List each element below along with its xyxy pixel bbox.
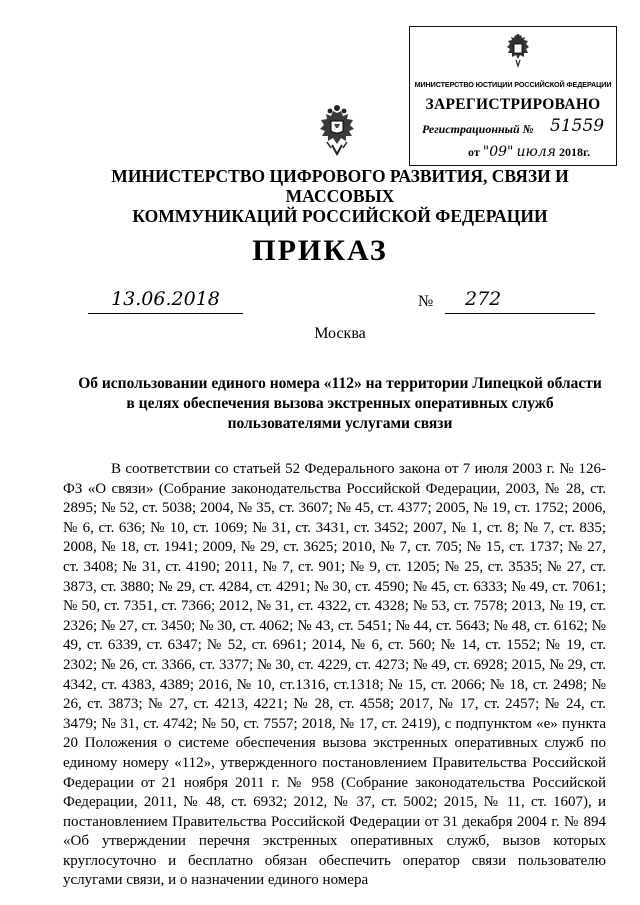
ministry-title-line2: КОММУНИКАЦИЙ РОССИЙСКОЙ ФЕДЕРАЦИИ xyxy=(132,206,548,226)
order-subject-line3: пользователями услугами связи xyxy=(227,415,453,432)
russia-coat-of-arms-icon xyxy=(504,33,532,71)
stamp-regno-label: Регистрационный № xyxy=(422,122,534,136)
stamp-date-row xyxy=(468,144,590,160)
stamp-ministry-name: МИНИСТЕРСТВО ЮСТИЦИИ РОССИЙСКОЙ ФЕДЕРАЦИИ xyxy=(414,80,612,89)
stamp-date-prefix: от xyxy=(468,145,480,159)
order-subject-line2: в целях обеспечения вызова экстренных оперативных служб xyxy=(126,395,554,412)
order-date-underline xyxy=(88,313,243,314)
stamp-registered-label: ЗАРЕГИСТРИРОВАНО xyxy=(425,96,601,113)
stamp-date-month: июля xyxy=(516,144,556,160)
stamp-date-year: 2018г. xyxy=(558,145,591,159)
ministry-title-line1: МИНИСТЕРСТВО ЦИФРОВОГО РАЗВИТИЯ, СВЯЗИ И МАССОВЫХ xyxy=(111,166,569,206)
stamp-regno-value: 51559 xyxy=(550,116,605,136)
body-paragraph: В соответствии со статьей 52 Федерального закона от 7 июля 2003 г. № 126-ФЗ «О связи» (Собрание законодательства Российской Федерации, 2003, № 28, ст. 2895; № 52, ст. 5038; 2004, № 35, ст. 3607; № 45, ст. 4377; 2005, № 19, ст. 1752; 2006, № 6, ст. 636; № 10, ст. 1069; № 31, ст. 3431, ст. 3452; 2007, № 1, ст. 8; № 7, ст. 835; 2008, № 18, ст. 1941; 2009, № 29, ст. 3625; 2010, № 7, ст. 705; № 15, ст. 1737; № 27, ст. 3408; № 31, ст. 4190; 2011, № 7, ст. 901; № 9, ст. 1205; № 25, ст. 3535; № 27, ст. 3873, ст. 3880; № 29, ст. 4284, ст. 4291; № 30, ст. 4590; № 45, ст. 6333; № 49, ст. 7061; № 50, ст. 7351, ст. 7366; 2012, № 31, ст. 4322, ст. 4328; № 53, ст. 7578; 2013, № 19, ст. 2326; № 27, ст. 3450; № 30, ст. 4062; № 43, ст. 5451; № 44, ст. 5643; № 48, ст. 6162; № 49, ст. 6339, ст. 6347; № 52, ст. 6961; 2014, № 6, ст. 560; № 14, ст. 1552; № 19, ст. 2302; № 26, ст. 3366, ст. 3377; № 30, ст. 4229, ст. 4273; № 49, ст. 6928; 2015, № 29, ст. 4342, ст. 4383, 4389; 2016, № 10, ст.1316, ст.1318; № 15, ст. 2066; № 18, ст. 2498; № 26, ст. 3873; № 27, ст. 4213, 4221; № 28, ст. 4558; 2017, № 17, ст. 2457; № 24, ст. 3479; № 31, ст. 4742; № 50, ст. 7557; 2018, № 17, ст. 2419), с подпунктом «е» пункта 20 Положения о системе обеспечения вызова экстренных оперативных служб по единому номеру «112», утвержденного постановлением Правительства Российской Федерации от 21 ноября 2011 г. № 958 (Собрание законодательства Российской Федерации, 2011, № 48, ст. 6932; 2012, № 37, ст. 5002; 2015, № 11, ст. 1607), и постановлением Правительства Российской Федерации от 31 декабря 2004 г. № 894 «Об утверждении перечня экстренных оперативных служб, вызов которых круглосуточно и бесплатно обязан обеспечить оператор связи пользователю услугами связи, и о назначении единого номера xyxy=(63,461,606,889)
stamp-date-day: "09" xyxy=(482,144,514,160)
city: Москва xyxy=(314,325,366,342)
ministry-title xyxy=(60,166,620,226)
order-number-label: № xyxy=(418,293,434,310)
order-date: 13.06.2018 xyxy=(111,288,220,310)
stamp-regno-row xyxy=(422,116,605,137)
document-type-title: ПРИКАЗ xyxy=(252,234,388,267)
registration-stamp xyxy=(409,26,617,166)
order-number-underline xyxy=(445,313,595,314)
order-number: 272 xyxy=(465,288,502,310)
russia-coat-of-arms-icon xyxy=(317,104,357,156)
order-subject xyxy=(60,374,620,434)
order-subject-line1: Об использовании единого номера «112» на территории Липецкой области xyxy=(78,375,602,392)
